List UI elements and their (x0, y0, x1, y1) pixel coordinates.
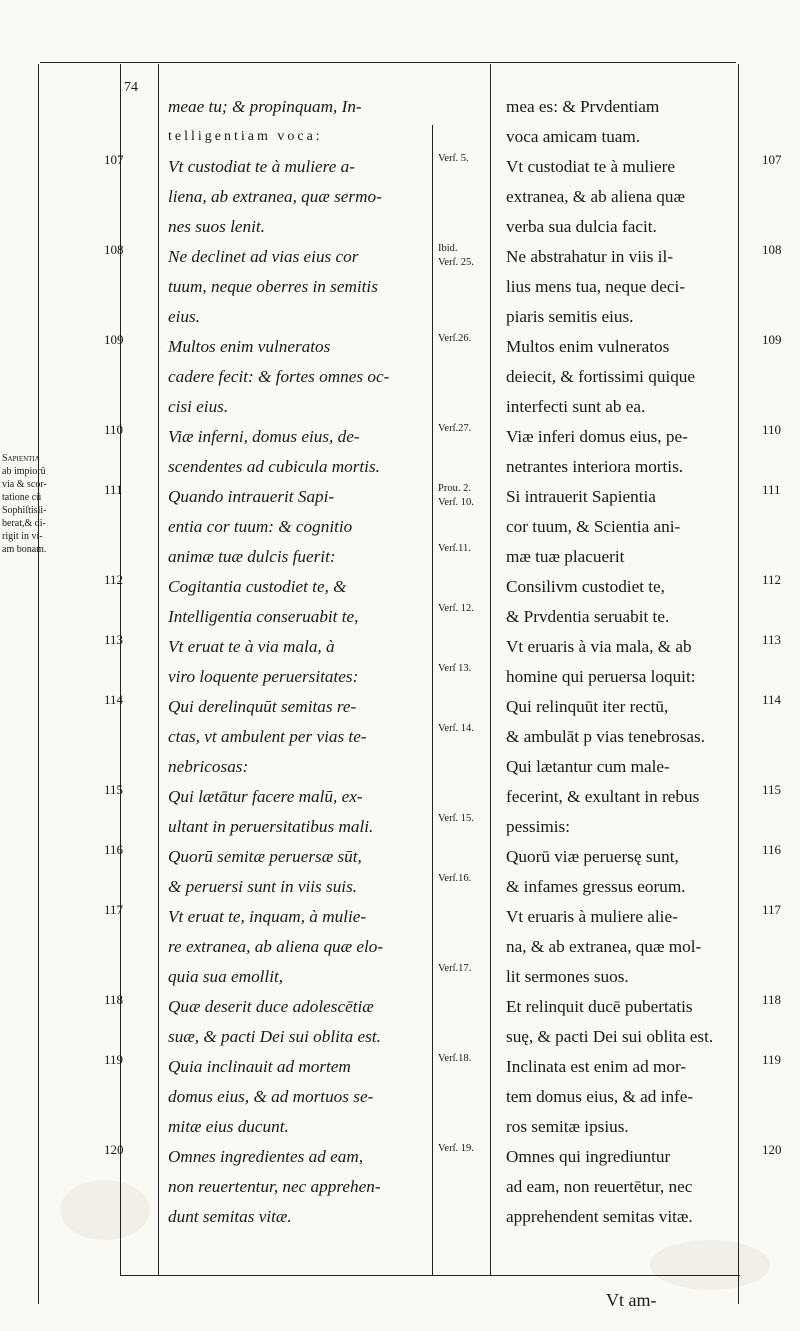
vulgate-line: & Prvdentia seruabit te. (506, 607, 670, 626)
verse-number-left: 114 (104, 692, 124, 707)
latin-line: Quia inclinauit ad mortem (168, 1057, 351, 1076)
margin-note-line: am bonam. (2, 544, 47, 555)
verse-number-left: 116 (104, 842, 124, 857)
page-number: 74 (124, 80, 138, 95)
vulgate-line: piaris semitis eius. (506, 307, 634, 326)
latin-line: ultant in peruersitatibus mali. (168, 817, 374, 836)
number-column-rule (158, 64, 159, 1276)
latin-line: Quando intrauerit Sapi- (168, 487, 335, 506)
latin-line: viro loquente peruersitates: (168, 667, 359, 686)
vulgate-line: verba sua dulcia facit. (506, 217, 657, 236)
vulgate-line: tem domus eius, & ad infe- (506, 1087, 694, 1106)
vulgate-line: ad eam, non reuertētur, nec (506, 1177, 693, 1196)
verse-reference: Verſ.26. (438, 333, 472, 344)
verse-number-right: 118 (762, 992, 782, 1007)
verse-reference: Verſ. 12. (438, 603, 474, 614)
column-divider-rule (490, 64, 491, 1276)
margin-note-line: berat,& di- (2, 518, 46, 529)
vulgate-line: Viæ inferi domus eius, pe- (506, 427, 688, 446)
latin-line: re extranea, ab aliena quæ elo- (168, 937, 384, 956)
vulgate-line: apprehendent semitas vitæ. (506, 1207, 693, 1226)
verse-reference: Verſ.18. (438, 1053, 472, 1064)
vulgate-line: Et relinquit ducē pubertatis (506, 997, 693, 1016)
vulgate-line: Vt custodiat te à muliere (506, 157, 675, 176)
vulgate-line: cor tuum, & Scientia ani- (506, 517, 681, 536)
vulgate-line: Qui lætantur cum male- (506, 757, 670, 776)
latin-line: non reuertentur, nec apprehen- (168, 1177, 381, 1196)
verse-reference: Ibid. (438, 243, 458, 254)
verse-reference: Verſ. 5. (438, 153, 469, 164)
verse-number-left: 118 (104, 992, 124, 1007)
latin-line: Qui lætātur facere malū, ex- (168, 787, 363, 806)
vulgate-line: & ambulāt p vias tenebrosas. (506, 727, 706, 746)
paper-stain (650, 1240, 770, 1290)
vulgate-line: Si intrauerit Sapientia (506, 487, 656, 506)
verse-number-left: 117 (104, 902, 124, 917)
vulgate-line: Vt eruaris à via mala, & ab (506, 637, 692, 656)
margin-note-line: Sophiſtisli- (2, 505, 47, 516)
verse-number-left: 109 (104, 332, 124, 347)
margin-note-line: ab impiorū (2, 466, 46, 477)
vulgate-line: Multos enim vulneratos (506, 337, 670, 356)
vulgate-line: na, & ab extranea, quæ mol- (506, 937, 702, 956)
vulgate-line: suę, & pacti Dei sui oblita est. (506, 1027, 714, 1046)
margin-note-line: Sapientia (2, 453, 40, 464)
vulgate-line: ros semitæ ipsius. (506, 1117, 629, 1136)
latin-line: nebricosas: (168, 757, 249, 776)
verse-number-right: 108 (762, 242, 782, 257)
verse-number-right: 115 (762, 782, 782, 797)
verse-number-left: 112 (104, 572, 124, 587)
vulgate-line: Omnes qui ingrediuntur (506, 1147, 671, 1166)
latin-line: Qui derelinquūt semitas re- (168, 697, 357, 716)
latin-line: Cogitantia custodiet te, & (168, 577, 347, 596)
verse-number-left: 120 (104, 1142, 124, 1157)
vulgate-line: pessimis: (506, 817, 570, 836)
vulgate-line: Consilivm custodiet te, (506, 577, 665, 596)
vulgate-line: Quorū viæ peruersę sunt, (506, 847, 679, 866)
vulgate-line: mea es: & Prvdentiam (506, 97, 660, 116)
latin-line: Ne declinet ad vias eius cor (168, 247, 359, 266)
catchword: Vt am- (606, 1290, 657, 1310)
verse-reference: Verſ 13. (438, 663, 472, 674)
latin-column (168, 92, 426, 1232)
latin-line: Quæ deserit duce adolescētiæ (168, 997, 374, 1016)
latin-line: Vt eruat te à via mala, à (168, 637, 335, 656)
latin-line: Vt eruat te, inquam, à mulie- (168, 907, 367, 926)
verse-number-right: 113 (762, 632, 782, 647)
verse-reference: Verſ.11. (438, 543, 471, 554)
margin-note (2, 452, 112, 556)
vulgate-line: Ne abstrahatur in viis il- (506, 247, 674, 266)
verse-number-right: 112 (762, 572, 782, 587)
vulgate-line: & infames gressus eorum. (506, 877, 686, 896)
left-outer-rule (38, 64, 39, 1304)
latin-line: eius. (168, 307, 200, 326)
latin-line: animæ tuæ dulcis fuerit: (168, 547, 336, 566)
latin-line: tuum, neque oberres in semitis (168, 277, 378, 296)
vulgate-line: lit sermones suos. (506, 967, 629, 986)
latin-line: Quorū semitæ peruersæ sūt, (168, 847, 362, 866)
vulgate-line: voca amicam tuam. (506, 127, 641, 146)
latin-line: dunt semitas vitæ. (168, 1207, 292, 1226)
vulgate-line: extranea, & ab aliena quæ (506, 187, 685, 206)
verse-number-right: 110 (762, 422, 782, 437)
paper-stain (60, 1180, 150, 1240)
verse-reference: Verſ.27. (438, 423, 472, 434)
margin-note-line: tatione cū (2, 492, 42, 503)
margin-note-line: via & scor- (2, 479, 47, 490)
verse-number-left: 108 (104, 242, 124, 257)
latin-line: Vt custodiat te à muliere a- (168, 157, 355, 176)
verse-number-right: 109 (762, 332, 782, 347)
verse-reference: Verſ. 14. (438, 723, 474, 734)
latin-line: Viæ inferni, domus eius, de- (168, 427, 360, 446)
latin-line: domus eius, & ad mortuos se- (168, 1087, 374, 1106)
latin-line: cadere fecit: & fortes omnes oc- (168, 367, 390, 386)
vulgate-line: lius mens tua, neque deci- (506, 277, 685, 296)
verse-number-right: 107 (762, 152, 782, 167)
latin-line: mitæ eius ducunt. (168, 1117, 289, 1136)
verse-number-left: 111 (104, 482, 123, 497)
verse-number-right: 111 (762, 482, 781, 497)
latin-line: Multos enim vulneratos (168, 337, 331, 356)
latin-line: scendentes ad cubicula mortis. (168, 457, 380, 476)
reference-column-rule-left (432, 125, 433, 1275)
verse-reference: Verſ.16. (438, 873, 472, 884)
vulgate-line: Vt eruaris à muliere alie- (506, 907, 678, 926)
vulgate-line: Qui relinquūt iter rectū, (506, 697, 669, 716)
latin-line: quia sua emollit, (168, 967, 284, 986)
vulgate-line: fecerint, & exultant in rebus (506, 787, 700, 806)
verse-number-left: 115 (104, 782, 124, 797)
latin-line: meae tu; & propinquam, In- (168, 97, 362, 116)
verse-number-left: 119 (104, 1052, 124, 1067)
verse-reference: Verſ. 19. (438, 1143, 474, 1154)
verse-number-right: 120 (762, 1142, 782, 1157)
latin-line: telligentiam voca: (168, 129, 323, 144)
latin-line: ctas, vt ambulent per vias te- (168, 727, 367, 746)
verse-reference: Verſ. 10. (438, 497, 474, 508)
latin-line: nes suos lenit. (168, 217, 265, 236)
verse-number-right: 116 (762, 842, 782, 857)
vulgate-line: homine qui peruersa loquit: (506, 667, 696, 686)
latin-line: Omnes ingredientes ad eam, (168, 1147, 364, 1166)
top-rule (40, 62, 736, 63)
latin-line: entia cor tuum: & cognitio (168, 517, 353, 536)
vulgate-line: netrantes interiora mortis. (506, 457, 684, 476)
verse-number-left: 110 (104, 422, 124, 437)
vulgate-column (506, 92, 742, 1232)
latin-line: suæ, & pacti Dei sui oblita est. (168, 1027, 381, 1046)
verse-reference: Verſ.17. (438, 963, 472, 974)
verse-number-right: 119 (762, 1052, 782, 1067)
verse-number-left: 107 (104, 152, 124, 167)
vulgate-line: deiecit, & fortissimi quique (506, 367, 696, 386)
verse-number-right: 114 (762, 692, 782, 707)
latin-line: liena, ab extranea, quæ sermo- (168, 187, 382, 206)
verse-reference: Prou. 2. (438, 483, 471, 494)
verse-reference: Verſ. 25. (438, 257, 474, 268)
bottom-rule (120, 1275, 740, 1276)
latin-line: cisi eius. (168, 397, 229, 416)
verse-number-right: 117 (762, 902, 782, 917)
latin-line: Intelligentia conseruabit te, (168, 607, 359, 626)
verse-reference: Verſ. 15. (438, 813, 474, 824)
vulgate-line: interfecti sunt ab ea. (506, 397, 646, 416)
margin-note-line: rigit in vi- (2, 531, 43, 542)
verse-number-left: 113 (104, 632, 124, 647)
vulgate-line: Inclinata est enim ad mor- (506, 1057, 687, 1076)
vulgate-line: mæ tuæ placuerit (506, 547, 625, 566)
latin-line: & peruersi sunt in viis suis. (168, 877, 358, 896)
